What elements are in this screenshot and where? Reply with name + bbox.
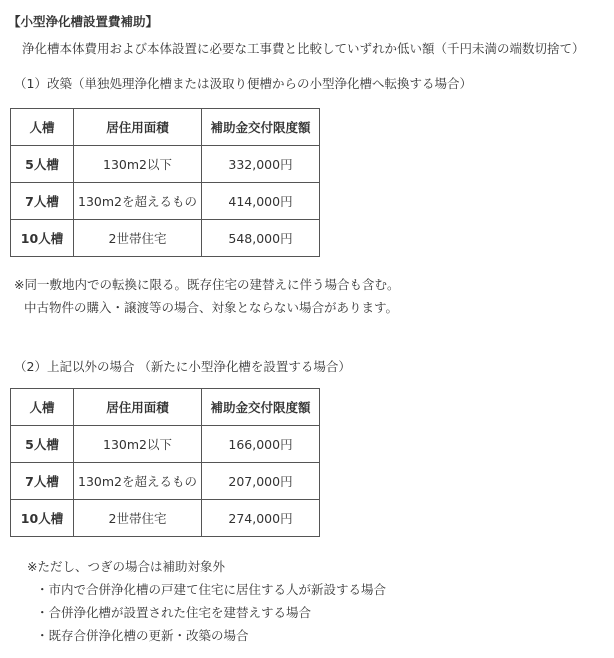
header-capacity: 人槽: [11, 109, 74, 146]
cell-capacity: 10人槽: [11, 220, 74, 257]
section2-note-heading: ※ただし、つぎの場合は補助対象外: [27, 559, 225, 574]
cell-subsidy-limit: 207,000円: [202, 463, 320, 500]
table-row: [11, 426, 320, 463]
table-row: [11, 146, 320, 183]
cell-capacity: 7人槽: [11, 463, 74, 500]
table-header-row: [11, 389, 320, 426]
intro-text: 浄化槽本体費用および本体設置に必要な工事費と比較していずれか低い額（千円未満の端数切捨て）: [22, 41, 585, 56]
section2-note-item: ・市内で合併浄化槽の戸建て住宅に居住する人が新設する場合: [36, 582, 387, 597]
cell-subsidy-limit: 166,000円: [202, 426, 320, 463]
cell-floor-area: 2世帯住宅: [74, 500, 202, 537]
header-floor-area: 居住用面積: [74, 109, 202, 146]
subsidy-table-renovation: [10, 108, 320, 257]
cell-capacity: 5人槽: [11, 146, 74, 183]
cell-subsidy-limit: 332,000円: [202, 146, 320, 183]
section1-note-line2: 中古物件の購入・譲渡等の場合、対象とならない場合があります。: [24, 300, 399, 315]
header-subsidy-limit: 補助金交付限度額: [202, 109, 320, 146]
section1-note-line1: ※同一敷地内での転換に限る。既存住宅の建替えに伴う場合も含む。: [14, 277, 400, 292]
section2-heading: （2）上記以外の場合 （新たに小型浄化槽を設置する場合）: [14, 359, 351, 374]
header-floor-area: 居住用面積: [74, 389, 202, 426]
cell-floor-area: 130m2を超えるもの: [74, 463, 202, 500]
page-title: 【小型浄化槽設置費補助】: [8, 14, 159, 29]
table-row: [11, 463, 320, 500]
section2-note-item: ・合併浄化槽が設置された住宅を建替えする場合: [36, 605, 312, 620]
cell-capacity: 5人槽: [11, 426, 74, 463]
table-header-row: [11, 109, 320, 146]
cell-capacity: 7人槽: [11, 183, 74, 220]
subsidy-table-new-install: [10, 388, 320, 537]
header-subsidy-limit: 補助金交付限度額: [202, 389, 320, 426]
table-row: [11, 183, 320, 220]
cell-floor-area: 130m2以下: [74, 426, 202, 463]
table-row: [11, 500, 320, 537]
cell-floor-area: 130m2を超えるもの: [74, 183, 202, 220]
cell-subsidy-limit: 548,000円: [202, 220, 320, 257]
table-row: [11, 220, 320, 257]
cell-subsidy-limit: 414,000円: [202, 183, 320, 220]
cell-floor-area: 130m2以下: [74, 146, 202, 183]
section1-heading: （1）改築（単独処理浄化槽または汲取り便槽からの小型浄化槽へ転換する場合）: [14, 76, 472, 91]
cell-capacity: 10人槽: [11, 500, 74, 537]
header-capacity: 人槽: [11, 389, 74, 426]
cell-subsidy-limit: 274,000円: [202, 500, 320, 537]
section2-note-item: ・既存合併浄化槽の更新・改築の場合: [36, 628, 249, 643]
cell-floor-area: 2世帯住宅: [74, 220, 202, 257]
